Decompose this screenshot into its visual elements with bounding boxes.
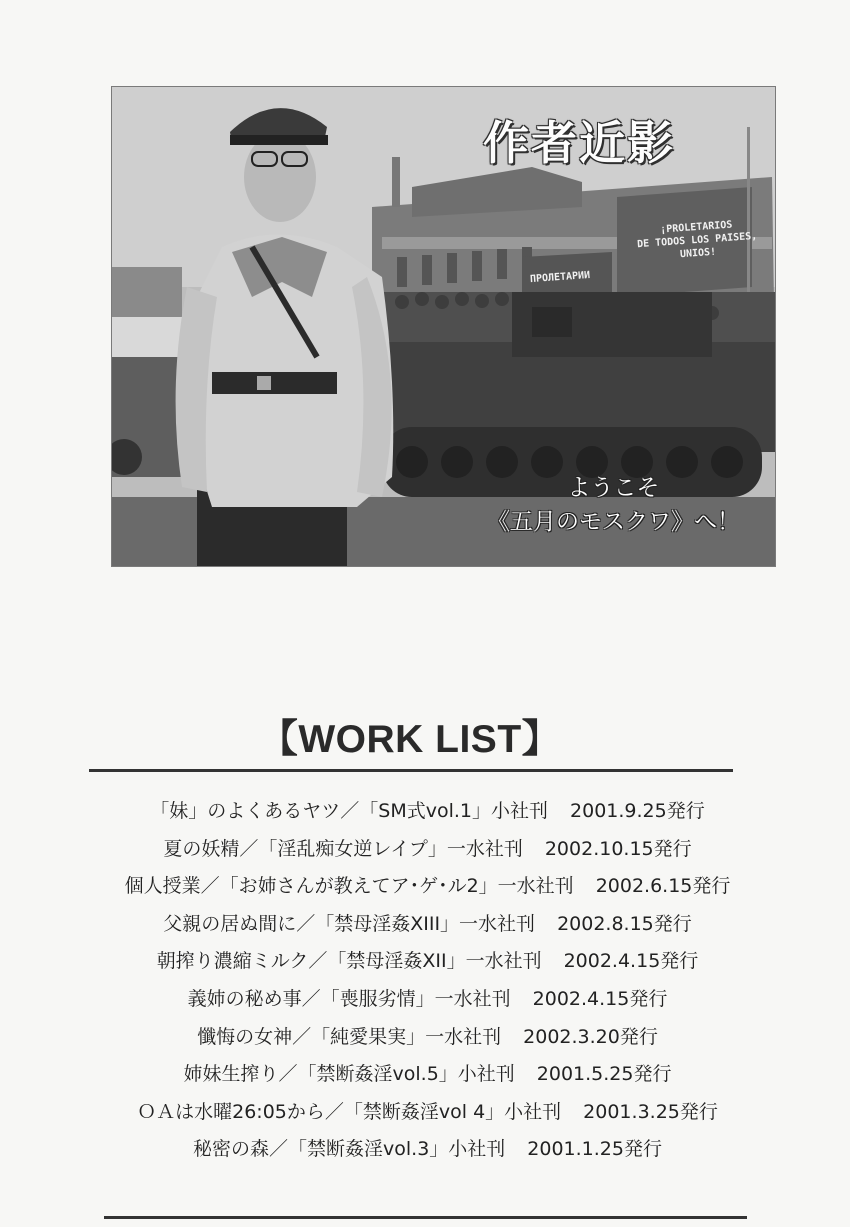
sign-line: ПРОЛЕТАРИИ — [529, 269, 591, 286]
publish-date: 2002.8.15発行 — [557, 912, 692, 935]
list-item — [60, 981, 795, 1019]
work-title: 懺悔の女神／「純愛果実」一水社刊 — [197, 1025, 502, 1048]
list-item — [60, 943, 795, 981]
list-item — [60, 1131, 795, 1169]
publish-date: 2001.3.25発行 — [583, 1100, 718, 1123]
publish-date: 2002.10.15発行 — [544, 837, 692, 860]
publish-date: 2002.4.15発行 — [532, 987, 668, 1010]
publish-date: 2001.5.25発行 — [536, 1063, 672, 1086]
bottom-divider — [104, 1216, 747, 1219]
work-list-heading: 【WORK LIST】 — [258, 718, 562, 761]
publish-date: 2002.6.15発行 — [595, 875, 731, 898]
author-photo — [111, 86, 776, 567]
caption-line: ようこそ — [567, 475, 660, 501]
list-item — [60, 793, 795, 831]
work-title: 姉妹生搾り／「禁断姦淫vol.5」小社刊 — [183, 1063, 515, 1086]
publish-date: 2001.1.25発行 — [527, 1138, 662, 1161]
work-title: 個人授業／「お姉さんが教えてア･ゲ･ル2」一水社刊 — [124, 875, 574, 898]
work-title: 父親の居ぬ間に／「禁母淫姦XIII」一水社刊 — [163, 912, 536, 935]
banner-line: DE TODOS LOS PAISES, — [636, 230, 758, 251]
work-title: 「妹」のよくあるヤツ／「SM式vol.1」小社刊 — [150, 800, 549, 822]
photo-caption — [487, 471, 740, 539]
publish-date: 2002.3.20発行 — [523, 1025, 658, 1048]
banner-line: ¡PROLETARIOS — [659, 219, 733, 236]
work-title: 夏の妖精／「淫乱痴女逆レイプ」一水社刊 — [163, 837, 523, 860]
list-item — [60, 831, 795, 869]
top-divider — [89, 769, 733, 772]
list-item — [60, 1056, 795, 1094]
banner-line: UNIOS! — [679, 246, 717, 261]
work-title: 朝搾り濃縮ミルク／「禁母淫姦XII」一水社刊 — [156, 950, 542, 973]
list-item — [60, 906, 795, 944]
work-title: 秘密の森／「禁断姦淫vol.3」小社刊 — [193, 1138, 506, 1161]
publish-date: 2002.4.15発行 — [563, 950, 699, 973]
work-title: ＯＡは水曜26:05から／「禁断姦淫vol 4」小社刊 — [137, 1100, 562, 1123]
work-title: 義姉の秘め事／「喪服劣情」一水社刊 — [187, 987, 511, 1010]
work-list — [60, 793, 795, 1169]
photo-title: 作者近影 — [483, 116, 675, 170]
list-item — [60, 1094, 795, 1132]
list-item — [60, 868, 795, 906]
list-item — [60, 1019, 795, 1057]
caption-line: 《五月のモスクワ》へ！ — [487, 509, 740, 535]
publish-date: 2001.9.25発行 — [570, 800, 705, 822]
